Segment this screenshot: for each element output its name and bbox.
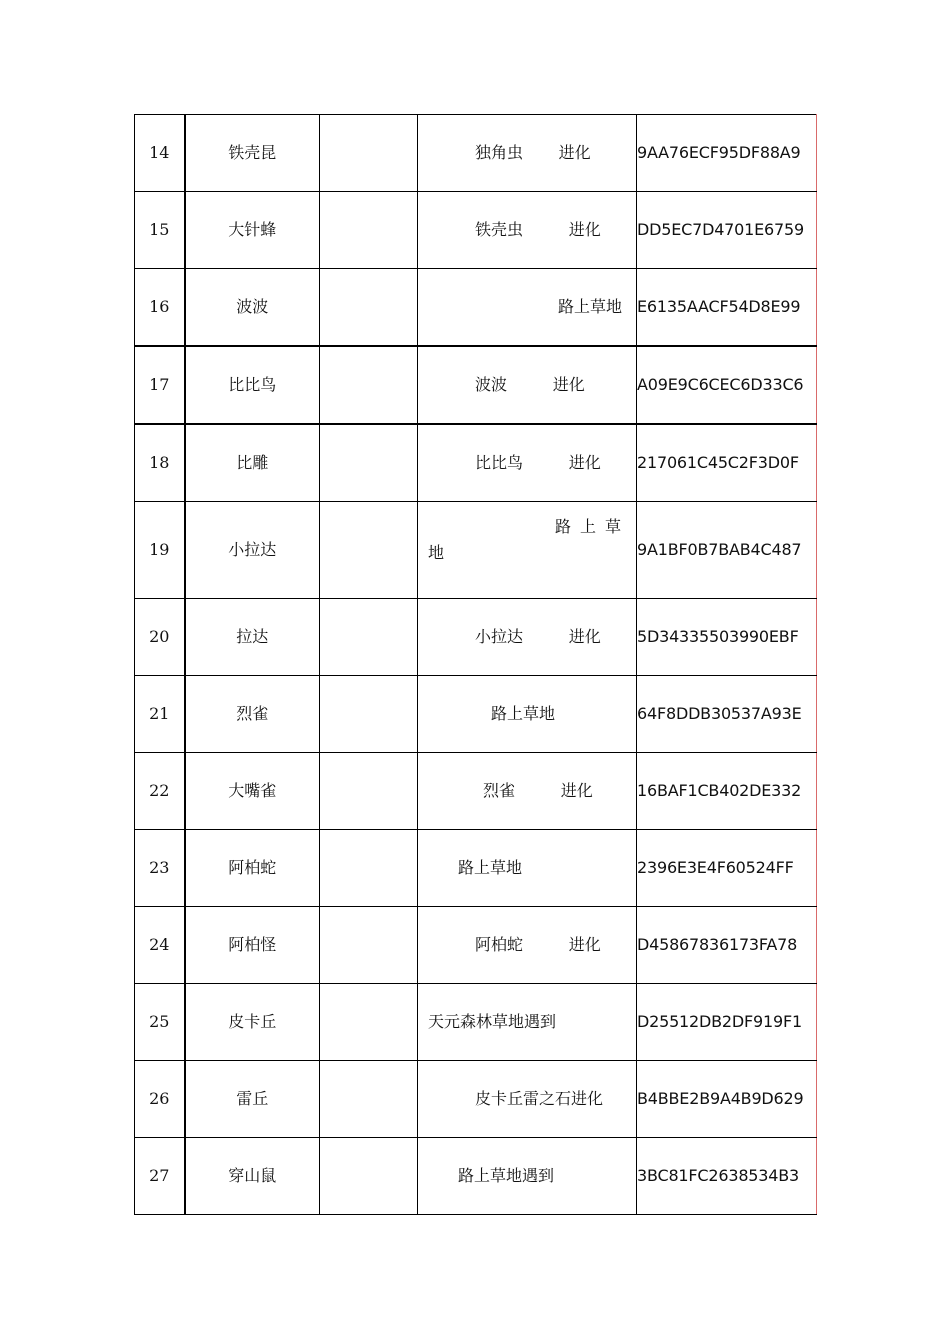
empty-cell — [320, 984, 418, 1061]
pokemon-name: 穿山鼠 — [185, 1138, 320, 1215]
cheat-code: 5D34335503990EBF — [637, 599, 817, 676]
location-cell — [418, 753, 637, 830]
pokemon-name: 阿柏怪 — [185, 907, 320, 984]
pokemon-code-table — [134, 114, 817, 1215]
table-row — [135, 192, 817, 269]
pokemon-name: 大嘴雀 — [185, 753, 320, 830]
location-text: 阿柏蛇 进化 — [475, 935, 601, 954]
row-number: 14 — [135, 115, 185, 192]
table-row — [135, 269, 817, 347]
location-text: 波波 进化 — [475, 375, 585, 394]
row-number: 21 — [135, 676, 185, 753]
row-number: 23 — [135, 830, 185, 907]
row-number: 20 — [135, 599, 185, 676]
pokemon-name: 比雕 — [185, 424, 320, 502]
location-text: 路上草地 — [458, 858, 523, 877]
cheat-code: B4BBE2B9A4B9D629 — [637, 1061, 817, 1138]
location-text: 天元森林草地遇到 — [428, 1012, 557, 1031]
empty-cell — [320, 424, 418, 502]
row-number: 24 — [135, 907, 185, 984]
row-number: 25 — [135, 984, 185, 1061]
row-number: 22 — [135, 753, 185, 830]
cheat-code: D45867836173FA78 — [637, 907, 817, 984]
cheat-code: 16BAF1CB402DE332 — [637, 753, 817, 830]
location-cell — [418, 830, 637, 907]
empty-cell — [320, 753, 418, 830]
location-cell — [418, 676, 637, 753]
location-cell — [418, 269, 637, 347]
cheat-code: 3BC81FC2638534B3 — [637, 1138, 817, 1215]
empty-cell — [320, 676, 418, 753]
empty-cell — [320, 599, 418, 676]
cheat-code: A09E9C6CEC6D33C6 — [637, 346, 817, 424]
cheat-code: 64F8DDB30537A93E — [637, 676, 817, 753]
cheat-code: D25512DB2DF919F1 — [637, 984, 817, 1061]
empty-cell — [320, 502, 418, 599]
pokemon-name: 雷丘 — [185, 1061, 320, 1138]
pokemon-name: 烈雀 — [185, 676, 320, 753]
location-cell — [418, 502, 637, 599]
table-row — [135, 753, 817, 830]
cheat-code: E6135AACF54D8E99 — [637, 269, 817, 347]
empty-cell — [320, 115, 418, 192]
cheat-code: 9A1BF0B7BAB4C487 — [637, 502, 817, 599]
location-text: 烈雀 进化 — [483, 781, 593, 800]
table-row — [135, 1061, 817, 1138]
pokemon-name: 阿柏蛇 — [185, 830, 320, 907]
location-text-line2: 地 — [428, 543, 445, 562]
location-cell — [418, 346, 637, 424]
table-row — [135, 907, 817, 984]
row-number: 17 — [135, 346, 185, 424]
table-row — [135, 984, 817, 1061]
table-row — [135, 599, 817, 676]
location-cell — [418, 192, 637, 269]
location-text: 独角虫 进化 — [475, 143, 591, 162]
pokemon-name: 拉达 — [185, 599, 320, 676]
location-cell — [418, 599, 637, 676]
pokemon-name: 大针蜂 — [185, 192, 320, 269]
pokemon-name: 比比鸟 — [185, 346, 320, 424]
empty-cell — [320, 830, 418, 907]
location-text: 铁壳虫 进化 — [475, 220, 601, 239]
location-text: 路上草地遇到 — [458, 1166, 555, 1185]
table-row — [135, 346, 817, 424]
location-cell — [418, 1061, 637, 1138]
table-row — [135, 676, 817, 753]
empty-cell — [320, 1138, 418, 1215]
location-text-line1: 路上草 — [554, 517, 630, 536]
empty-cell — [320, 269, 418, 347]
row-number: 16 — [135, 269, 185, 347]
location-text: 小拉达 进化 — [475, 627, 601, 646]
cheat-code: 217061C45C2F3D0F — [637, 424, 817, 502]
table-row — [135, 115, 817, 192]
location-text: 路上草地 — [491, 704, 556, 723]
table-row — [135, 502, 817, 599]
empty-cell — [320, 1061, 418, 1138]
cheat-code: 2396E3E4F60524FF — [637, 830, 817, 907]
location-text: 皮卡丘雷之石进化 — [475, 1089, 604, 1108]
location-cell — [418, 115, 637, 192]
table-row — [135, 1138, 817, 1215]
row-number: 18 — [135, 424, 185, 502]
table-row — [135, 830, 817, 907]
empty-cell — [320, 346, 418, 424]
row-number: 15 — [135, 192, 185, 269]
cheat-code: 9AA76ECF95DF88A9 — [637, 115, 817, 192]
empty-cell — [320, 192, 418, 269]
row-number: 26 — [135, 1061, 185, 1138]
table-row — [135, 424, 817, 502]
location-cell — [418, 1138, 637, 1215]
pokemon-name: 皮卡丘 — [185, 984, 320, 1061]
row-number: 27 — [135, 1138, 185, 1215]
empty-cell — [320, 907, 418, 984]
pokemon-name: 波波 — [185, 269, 320, 347]
location-cell — [418, 424, 637, 502]
location-cell — [418, 907, 637, 984]
location-text: 路上草地 — [558, 297, 623, 316]
row-number: 19 — [135, 502, 185, 599]
location-cell — [418, 984, 637, 1061]
pokemon-name: 铁壳昆 — [185, 115, 320, 192]
location-text: 比比鸟 进化 — [475, 453, 601, 472]
cheat-code: DD5EC7D4701E6759 — [637, 192, 817, 269]
pokemon-name: 小拉达 — [185, 502, 320, 599]
